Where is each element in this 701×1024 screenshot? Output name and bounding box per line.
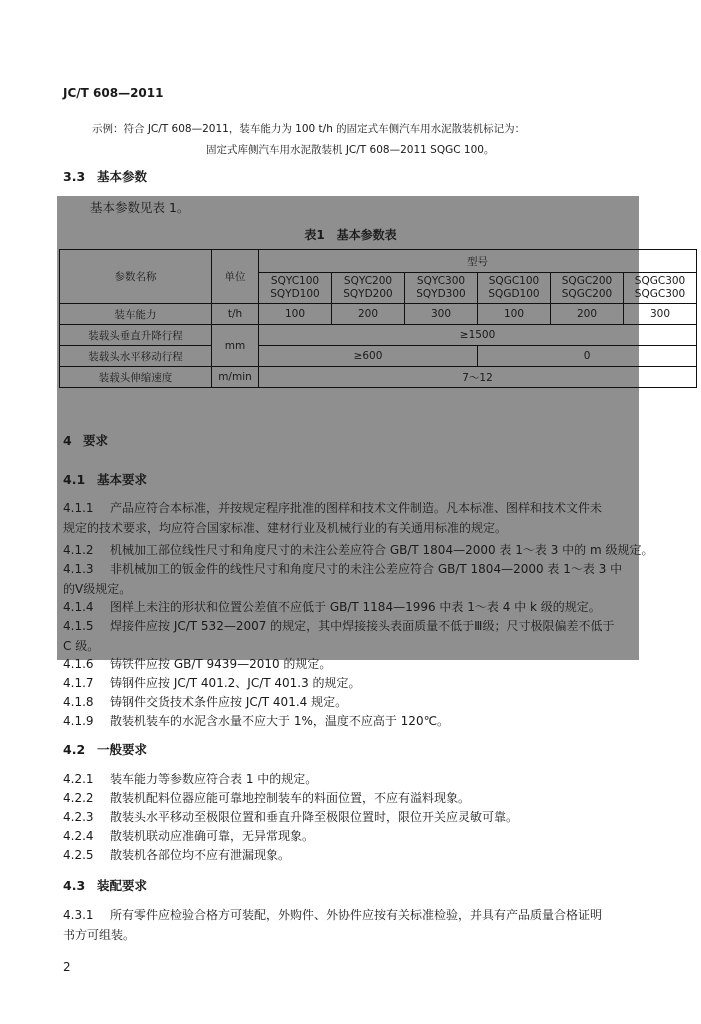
table-row-horizontal-travel (60, 346, 697, 367)
clause-text-line: 产品应符合本标准，并按规定程序批准的图样和技术文件制造。凡本标准、图样和技术文件未 (110, 501, 603, 515)
clause-number: 4.1.5 (63, 619, 94, 633)
clause-text-line: 机械加工部位线性尺寸和角度尺寸的未注公差应符合 GB/T 1804—2000 表 1～表 3 中的 m 级规定。 (110, 543, 654, 557)
clause-text-line: 所有零件应检验合格方可装配，外购件、外协件应按有关标准检验，并具有产品质量合格证明 (110, 908, 603, 922)
clause-text-line: 散装机各部位均不应有泄漏现象。 (110, 848, 291, 862)
clause-4-2-1 (63, 769, 317, 789)
clause-4-2-5 (63, 845, 290, 865)
row-unit: m/min (212, 367, 259, 388)
example-line-2: 固定式库侧汽车用水泥散装机 JC/T 608—2011 SQGC 100。 (206, 144, 495, 156)
row-name: 装载头伸缩速度 (60, 367, 212, 388)
clause-number: 4.1.6 (63, 657, 94, 671)
table-row-capacity (60, 304, 697, 325)
clause-number: 4.1.9 (63, 714, 94, 728)
section-4-3-heading (63, 876, 147, 894)
header-unit: 单位 (212, 250, 259, 304)
table-row-telescopic-speed (60, 367, 697, 388)
header-param-name: 参数名称 (60, 250, 212, 304)
section-title: 一般要求 (97, 742, 148, 757)
clause-text-line: 铸钢件应按 JC/T 401.2、JC/T 401.3 的规定。 (110, 676, 361, 690)
clause-text-line: 铸钢件交货技术条件应按 JC/T 401.4 规定。 (110, 695, 348, 709)
section-4-2-heading (63, 740, 147, 758)
row-name: 装载头垂直升降行程 (60, 325, 212, 346)
table-1-title: 表1 基本参数表 (304, 228, 397, 242)
clause-number: 4.2.3 (63, 810, 94, 824)
section-title: 基本参数 (97, 169, 148, 184)
section-3-3-heading (63, 167, 147, 185)
clause-4-3-1 (63, 905, 602, 945)
clause-4-2-4 (63, 826, 314, 846)
clause-4-1-6 (63, 654, 331, 674)
clause-number: 4.1.4 (63, 600, 94, 614)
table-header-row (60, 250, 697, 273)
table-row-vertical-travel (60, 325, 697, 346)
row-unit-shared: mm (212, 325, 259, 367)
clause-number: 4.3.1 (63, 908, 94, 922)
clause-number: 4.1.8 (63, 695, 94, 709)
clause-text-line: 散装机配料位器应能可靠地控制装车的料面位置，不应有溢料现象。 (110, 791, 471, 805)
clause-number: 4.1.3 (63, 562, 94, 576)
clause-4-1-4 (63, 597, 601, 617)
example-line-1: 示例：符合 JC/T 608—2011，装车能力为 100 t/h 的固定式车侧汽车用水泥散装机标记为： (92, 123, 526, 135)
clause-4-1-1 (63, 498, 602, 538)
clause-text-line: 铸铁件应按 GB/T 9439—2010 的规定。 (110, 657, 332, 671)
section-number: 4.1 (63, 472, 86, 487)
clause-4-1-8 (63, 692, 347, 712)
value-cell: 7～12 (259, 367, 697, 388)
section-title: 装配要求 (97, 878, 148, 893)
clause-4-1-2 (63, 540, 653, 560)
clause-text-line: 散装机联动应准确可靠，无异常现象。 (110, 829, 315, 843)
section-3-3-intro: 基本参数见表 1。 (90, 200, 190, 215)
value-cell: ≥1500 (259, 325, 697, 346)
value-cell: 300 (624, 304, 697, 325)
header-model: 型号 (259, 250, 697, 273)
row-name: 装载头水平移动行程 (60, 346, 212, 367)
clause-text-line: 焊接件应按 JC/T 532—2007 的规定，其中焊接接头表面质量不低于Ⅲ级；尺寸极限偏差不低于 (110, 619, 615, 633)
clause-text-line: 的Ⅴ级规定。 (63, 582, 132, 596)
clause-text-line: 规定的技术要求，均应符合国家标准、建材行业及机械行业的有关通用标准的规定。 (63, 521, 508, 535)
section-title: 基本要求 (97, 472, 148, 487)
model-cell-4: SQGC100 SQGD100 (478, 273, 551, 304)
model-cell-5: SQGC200 SQGC200 (551, 273, 624, 304)
clause-text-line: 散装头水平移动至极限位置和垂直升降至极限位置时，限位开关应灵敏可靠。 (110, 810, 519, 824)
clause-4-2-2 (63, 788, 470, 808)
clause-number: 4.2.4 (63, 829, 94, 843)
clause-4-2-3 (63, 807, 518, 827)
clause-number: 4.1.2 (63, 543, 94, 557)
clause-4-1-3 (63, 559, 622, 599)
section-4-heading (63, 431, 108, 449)
clause-number: 4.2.1 (63, 772, 94, 786)
value-cell: 0 (478, 346, 697, 367)
section-number: 4 (63, 433, 72, 448)
model-cell-6: SQGC300 SQGC300 (624, 273, 697, 304)
clause-text-line: 非机械加工的钣金件的线性尺寸和角度尺寸的未注公差应符合 GB/T 1804—2000 表 1～表 3 中 (110, 562, 623, 576)
clause-text-line: 散装机装车的水泥含水量不应大于 1%，温度不应高于 120℃。 (110, 714, 450, 728)
clause-text-line: 图样上未注的形状和位置公差值不应低于 GB/T 1184—1996 中表 1～表 4 中 k 级的规定。 (110, 600, 601, 614)
row-unit: t/h (212, 304, 259, 325)
clause-number: 4.1.7 (63, 676, 94, 690)
row-name: 装车能力 (60, 304, 212, 325)
model-cell-2: SQYC200 SQYD200 (332, 273, 405, 304)
page-number: 2 (63, 960, 71, 974)
clause-4-1-5 (63, 616, 614, 656)
clause-text-line: 装车能力等参数应符合表 1 中的规定。 (110, 772, 318, 786)
standard-code-header: JC/T 608—2011 (63, 86, 164, 100)
value-cell: 300 (405, 304, 478, 325)
value-cell: 100 (478, 304, 551, 325)
model-cell-1: SQYC100 SQYD100 (259, 273, 332, 304)
section-number: 4.2 (63, 742, 86, 757)
section-number: 3.3 (63, 169, 86, 184)
clause-text-line: 书方可组装。 (63, 928, 136, 942)
section-4-1-heading (63, 470, 147, 488)
clause-4-1-7 (63, 673, 361, 693)
clause-text-line: C 级。 (63, 639, 100, 653)
clause-number: 4.2.5 (63, 848, 94, 862)
value-cell: 200 (332, 304, 405, 325)
section-title: 要求 (83, 433, 109, 448)
value-cell: ≥600 (259, 346, 478, 367)
clause-number: 4.1.1 (63, 501, 94, 515)
clause-4-1-9 (63, 711, 449, 731)
basic-parameters-table (59, 249, 697, 388)
value-cell: 200 (551, 304, 624, 325)
value-cell: 100 (259, 304, 332, 325)
model-cell-3: SQYC300 SQYD300 (405, 273, 478, 304)
section-number: 4.3 (63, 878, 86, 893)
clause-number: 4.2.2 (63, 791, 94, 805)
